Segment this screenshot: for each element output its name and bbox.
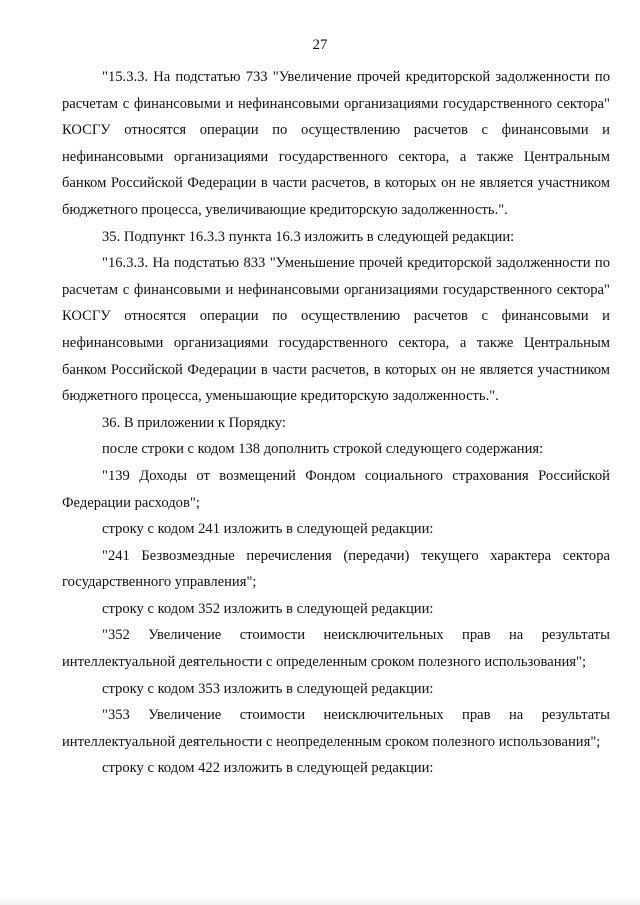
- paragraph-code-139: "139 Доходы от возмещений Фондом социального страхования Российской Федерации расходов";: [62, 467, 610, 511]
- page-number: 27: [312, 37, 328, 53]
- paragraph-code-352-intro: строку с кодом 352 изложить в следующей редакции:: [102, 600, 434, 617]
- paragraph-15-3-3: "15.3.3. На подстатью 733 "Увеличение прочей кредиторской задолженности по расчетам с финансовыми и нефинансовыми организациями государственного сектора" КОСГУ относятся операции по осуществлению расчетов с финансовыми и нефинансовыми организациями государственного сектора, а также Центральным банком Российской Федерации в части расчетов, в которых он не является участником бюджетного процесса, увеличивающие кредиторскую задолженность.".: [62, 69, 610, 218]
- document-body: [62, 64, 610, 782]
- paragraph-item-36: 36. В приложении к Порядку:: [102, 414, 286, 431]
- scan-edge: [0, 896, 640, 905]
- paragraph-code-353-intro: строку с кодом 353 изложить в следующей редакции:: [102, 680, 434, 697]
- paragraph-code-352: "352 Увеличение стоимости неисключительных прав на результаты интеллектуальной деятельности с определенным сроком полезного использования";: [62, 627, 610, 671]
- paragraph-16-3-3: "16.3.3. На подстатью 833 "Уменьшение прочей кредиторской задолженности по расчетам с финансовыми и нефинансовыми организациями государственного сектора" КОСГУ относятся операции по осуществлению расчетов с финансовыми и нефинансовыми организациями государственного сектора, а также Центральным банком Российской Федерации в части расчетов, в которых он не является участником бюджетного процесса, уменьшающие кредиторскую задолженность.".: [62, 255, 610, 405]
- paragraph-code-353: "353 Увеличение стоимости неисключительных прав на результаты интеллектуальной деятельности с неопределенным сроком полезного использования";: [62, 707, 610, 750]
- paragraph-after-138: после строки с кодом 138 дополнить строкой следующего содержания:: [102, 441, 544, 458]
- paragraph-item-35: 35. Подпункт 16.3.3 пункта 16.3 изложить в следующей редакции:: [102, 228, 515, 245]
- paragraph-code-241: "241 Безвозмездные перечисления (передачи) текущего характера сектора государственного управления";: [62, 547, 610, 591]
- paragraph-code-241-intro: строку с кодом 241 изложить в следующей редакции:: [102, 521, 434, 538]
- paragraph-code-422-intro: строку с кодом 422 изложить в следующей редакции:: [102, 760, 434, 777]
